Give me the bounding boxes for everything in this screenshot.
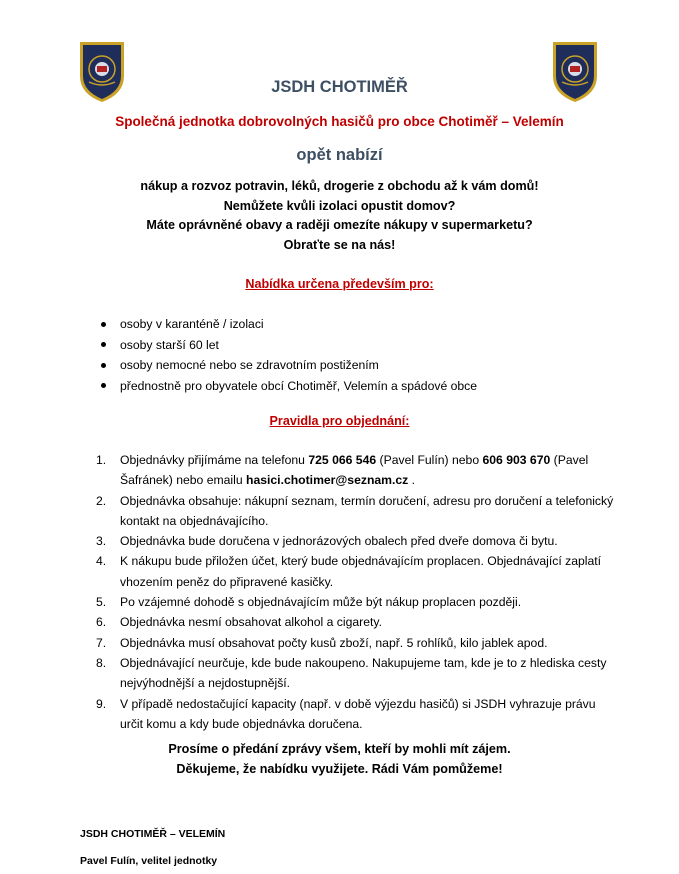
rule-text: K nákupu bude přiložen účet, který bude objednávajícím proplacen. Objednávající zaplatí vhozením peněz do připravené kasičky. xyxy=(120,554,602,589)
rules-section-heading: Pravidla pro objednání: xyxy=(269,414,410,428)
rule-text: (Pavel Fulín) nebo xyxy=(376,453,483,467)
footer-signature: Pavel Fulín, velitel jednotky xyxy=(80,855,218,867)
list-item xyxy=(98,355,477,376)
bullet-icon xyxy=(101,363,106,368)
rule-item xyxy=(96,592,616,612)
rule-item xyxy=(96,531,616,551)
rule-text: Objednávka musí obsahovat počty kusů zboží, např. 5 rohlíků, kilo jablek apod. xyxy=(120,635,548,650)
closing-line: Děkujeme, že nabídku využijete. Rádi Vám pomůžeme! xyxy=(176,762,503,776)
rule-number: 8. xyxy=(96,655,107,670)
list-item-text: přednostně pro obyvatele obcí Chotiměř, Velemín a spádové obce xyxy=(120,378,478,393)
list-item xyxy=(98,335,477,356)
rule-item xyxy=(96,653,616,694)
rule-item xyxy=(96,450,616,491)
intro-line: Obraťte se na nás! xyxy=(283,237,396,252)
rule-number: 6. xyxy=(96,615,107,630)
offer-heading: opět nabízí xyxy=(296,146,383,164)
list-item-text: osoby starší 60 let xyxy=(120,337,219,352)
page-subtitle: Společná jednotka dobrovolných hasičů pro obce Chotiměř – Velemín xyxy=(115,114,564,129)
offer-section-heading: Nabídka určena především pro: xyxy=(245,277,434,291)
rule-number: 1. xyxy=(96,453,107,467)
rule-text: (Pavel Šafránek) nebo emailu xyxy=(120,453,589,488)
rule-text: Po vzájemné dohodě s objednávajícím může být nákup proplacen později. xyxy=(120,595,522,610)
list-item-text: osoby v karanténě / izolaci xyxy=(120,317,264,331)
rule-text: Objednávky přijímáme na telefonu xyxy=(120,453,309,467)
rule-text: Objednávající neurčuje, kde bude nakoupeno. Nakupujeme tam, kde je to z hlediska cesty nejvýhodnější a nejdostupnější. xyxy=(120,655,607,691)
rule-text: . xyxy=(408,473,416,488)
rule-number: 9. xyxy=(96,696,107,711)
rule-number: 2. xyxy=(96,493,107,508)
bullet-icon xyxy=(101,383,106,388)
rule-text: Objednávka nesmí obsahovat alkohol a cigarety. xyxy=(120,615,382,630)
intro-line: Máte oprávněné obavy a raději omezíte nákupy v supermarketu? xyxy=(146,218,533,232)
rule-item xyxy=(96,491,616,532)
list-item-text: osoby nemocné nebo se zdravotním postižením xyxy=(120,358,379,372)
phone-number: 725 066 546 xyxy=(308,453,377,467)
rule-item xyxy=(96,551,616,592)
rule-text: Objednávka bude doručena v jednorázových obalech před dveře domova či bytu. xyxy=(120,534,558,549)
intro-line: nákup a rozvoz potravin, léků, drogerie z obchodu až k vám domů! xyxy=(140,179,539,193)
list-item xyxy=(98,314,477,335)
rule-item xyxy=(96,612,616,632)
offer-list xyxy=(98,314,477,396)
list-item xyxy=(98,376,477,397)
rule-item xyxy=(96,633,616,653)
phone-number: 606 903 670 xyxy=(482,453,551,467)
rule-item xyxy=(96,694,616,735)
bullet-icon xyxy=(101,342,106,347)
rule-number: 3. xyxy=(96,534,107,549)
email-address: hasici.chotimer@seznam.cz xyxy=(246,473,409,488)
rule-number: 4. xyxy=(96,554,107,569)
intro-text xyxy=(0,177,679,255)
rule-text: V případě nedostačující kapacity (např. v době výjezdu hasičů) si JSDH vyhrazuje právu určit komu a kdy bude objednávka doručena. xyxy=(120,696,596,731)
bullet-icon xyxy=(101,322,106,327)
page-title: JSDH CHOTIMĚŘ xyxy=(271,78,408,96)
rule-number: 5. xyxy=(96,595,107,610)
rule-number: 7. xyxy=(96,635,107,650)
footer-organization: JSDH CHOTIMĚŘ – VELEMÍN xyxy=(80,828,226,840)
closing-text xyxy=(0,739,679,779)
intro-line: Nemůžete kvůli izolaci opustit domov? xyxy=(223,198,456,213)
rule-text: Objednávka obsahuje: nákupní seznam, termín doručení, adresu pro doručení a telefonický kontakt na objednávajícího. xyxy=(120,493,614,528)
closing-line: Prosíme o předání zprávy všem, kteří by mohli mít zájem. xyxy=(168,742,511,756)
rules-list xyxy=(96,450,616,734)
